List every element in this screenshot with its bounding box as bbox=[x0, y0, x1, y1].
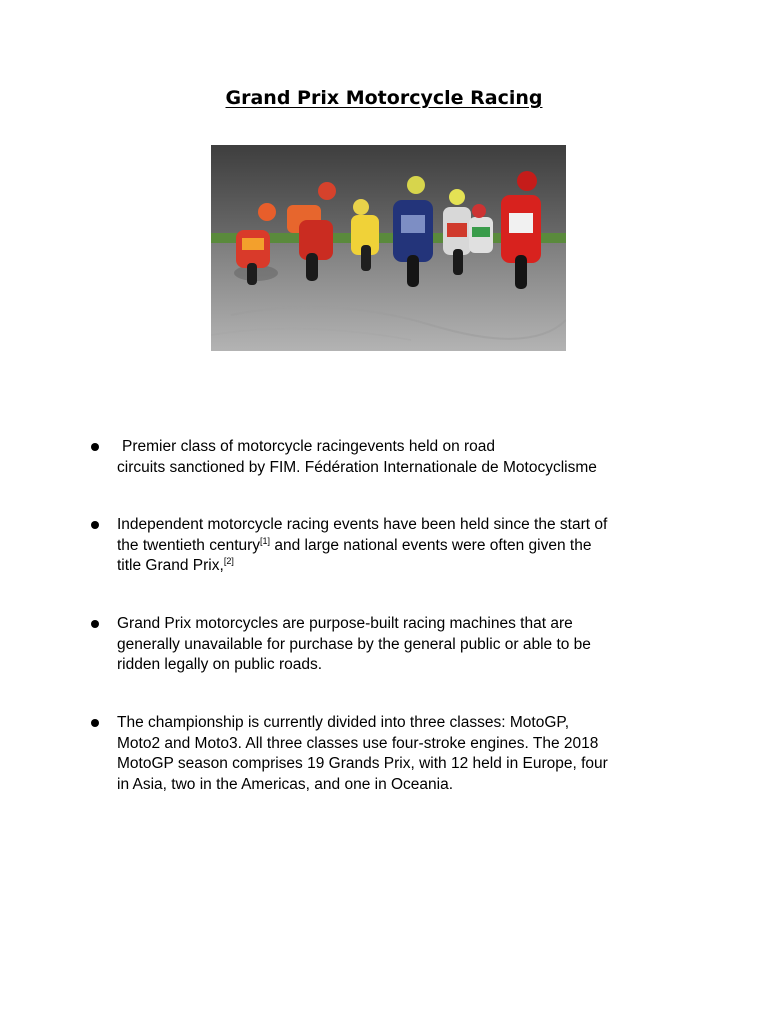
bullet-2-line-3a: title Grand Prix, bbox=[117, 557, 224, 574]
bullet-dot-icon bbox=[91, 719, 99, 727]
bullet-2-line-2b: and large national events were often given the bbox=[270, 536, 592, 554]
bullet-dot-icon bbox=[91, 620, 99, 628]
bullet-2-line-2 bbox=[117, 536, 697, 557]
list-item bbox=[117, 437, 697, 478]
page-title: Grand Prix Motorcycle Racing bbox=[225, 87, 543, 109]
bullet-2-line-1: Independent motorcycle racing events have been held since the start of bbox=[117, 516, 608, 533]
bullet-4-line-3: MotoGP season comprises 19 Grands Prix, with 12 held in Europe, four bbox=[117, 755, 608, 772]
bullet-3-line-2: generally unavailable for purchase by the general public or able to be bbox=[117, 635, 591, 653]
list-item bbox=[117, 713, 697, 795]
citation-2[interactable]: [2] bbox=[223, 556, 234, 566]
bullet-3-line-1: Grand Prix motorcycles are purpose-built racing machines that are bbox=[117, 615, 573, 632]
bullet-1-line-1: Premier class of motorcycle racingevents held on road bbox=[122, 438, 496, 455]
bullet-2-line-3 bbox=[117, 556, 697, 577]
citation-1[interactable]: [1] bbox=[260, 535, 271, 546]
bullet-4-line-4: in Asia, two in the Americas, and one in Oceania. bbox=[117, 775, 454, 793]
photo-illustration bbox=[211, 145, 566, 351]
motorcycle-racing-photo bbox=[211, 145, 566, 351]
bullet-2-line-2a: the twentieth century bbox=[117, 536, 261, 554]
bullet-dot-icon bbox=[91, 521, 99, 529]
list-item bbox=[117, 515, 697, 577]
bullet-1-line-2: circuits sanctioned by FIM. Fédération Internationale de Motocyclisme bbox=[117, 458, 597, 476]
bullet-4-line-2: Moto2 and Moto3. All three classes use four-stroke engines. The 2018 bbox=[117, 734, 599, 752]
bullet-4-line-1: The championship is currently divided into three classes: MotoGP, bbox=[117, 714, 570, 731]
bullet-dot-icon bbox=[91, 443, 99, 451]
list-item bbox=[117, 614, 697, 676]
bullet-3-line-3: ridden legally on public roads. bbox=[117, 656, 323, 673]
